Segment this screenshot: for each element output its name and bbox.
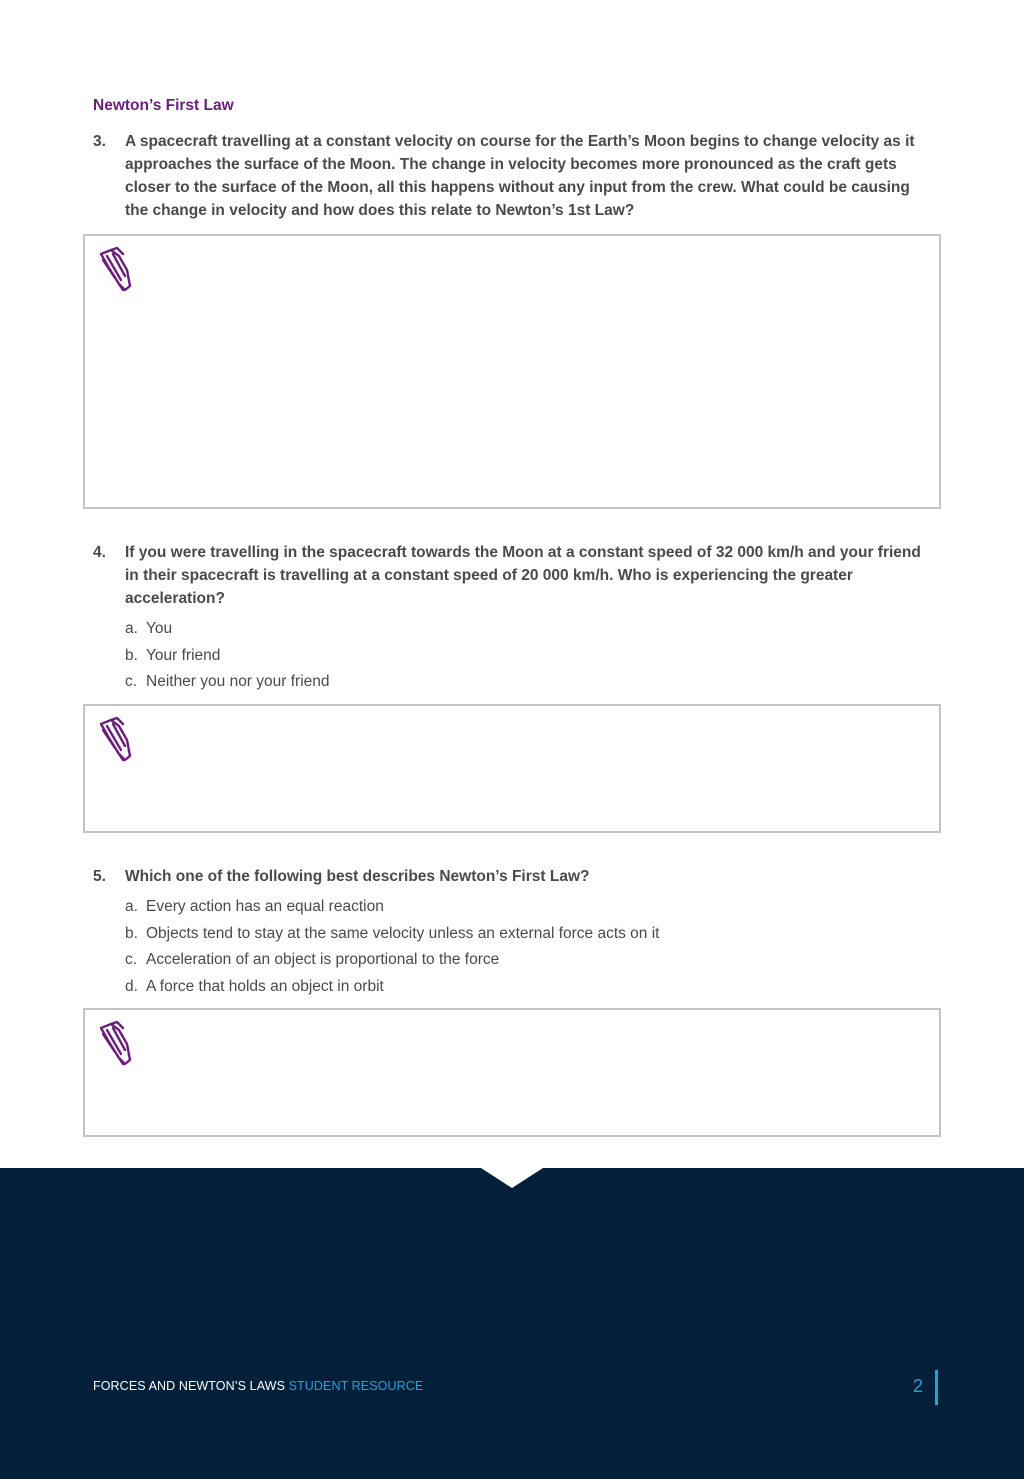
pencil-hand-icon (97, 716, 133, 762)
option-b: b. Objects tend to stay at the same velocity unless an external force acts on it (125, 924, 660, 942)
question-number: 5. (93, 868, 106, 885)
options-list (125, 894, 943, 1000)
answer-box-q3[interactable] (83, 234, 941, 509)
footer-title (93, 1379, 423, 1393)
footer-subtitle: STUDENT RESOURCE (288, 1379, 424, 1393)
option-c: c. Acceleration of an object is proportional to the force (125, 951, 500, 968)
question-text: A spacecraft travelling at a constant velocity on course for the Earth’s Moon begins to change velocity as it approaches the surface of the Moon. The change in velocity becomes more pronounced as the craft gets closer to the surface of the Moon, all this happens without any input from the crew. What could be causing the change in velocity and how does this relate to Newton’s 1st Law? (125, 133, 915, 219)
footer-title-main: FORCES AND NEWTON’S LAWS (93, 1379, 286, 1393)
page-footer (0, 1168, 1024, 1479)
question-number: 4. (93, 544, 106, 561)
pencil-hand-icon (97, 246, 133, 292)
section-title: Newton’s First Law (93, 97, 234, 114)
question-4 (93, 541, 943, 696)
answer-box-q5[interactable] (83, 1008, 941, 1137)
pencil-hand-icon (97, 1020, 133, 1066)
option-c: c. Neither you nor your friend (125, 673, 330, 690)
page-number-divider (935, 1370, 938, 1405)
option-b: b. Your friend (125, 646, 221, 664)
question-number: 3. (93, 133, 106, 150)
question-3 (93, 130, 943, 222)
question-text: If you were travelling in the spacecraft towards the Moon at a constant speed of 32 000 km/h and your friend in their spacecraft is travelling at a constant speed of 20 000 km/h. Who is experiencing the greater acceleration? (125, 544, 921, 607)
page-number: 2 (913, 1376, 924, 1396)
option-a: a. You (125, 620, 173, 637)
answer-box-q4[interactable] (83, 704, 941, 833)
question-text: Which one of the following best describes Newton’s First Law? (125, 868, 590, 885)
footer-notch (481, 1168, 543, 1188)
option-a: a. Every action has an equal reaction (125, 898, 384, 915)
question-5 (93, 865, 943, 1000)
options-list (125, 616, 943, 696)
option-d: d. A force that holds an object in orbit (125, 977, 384, 995)
